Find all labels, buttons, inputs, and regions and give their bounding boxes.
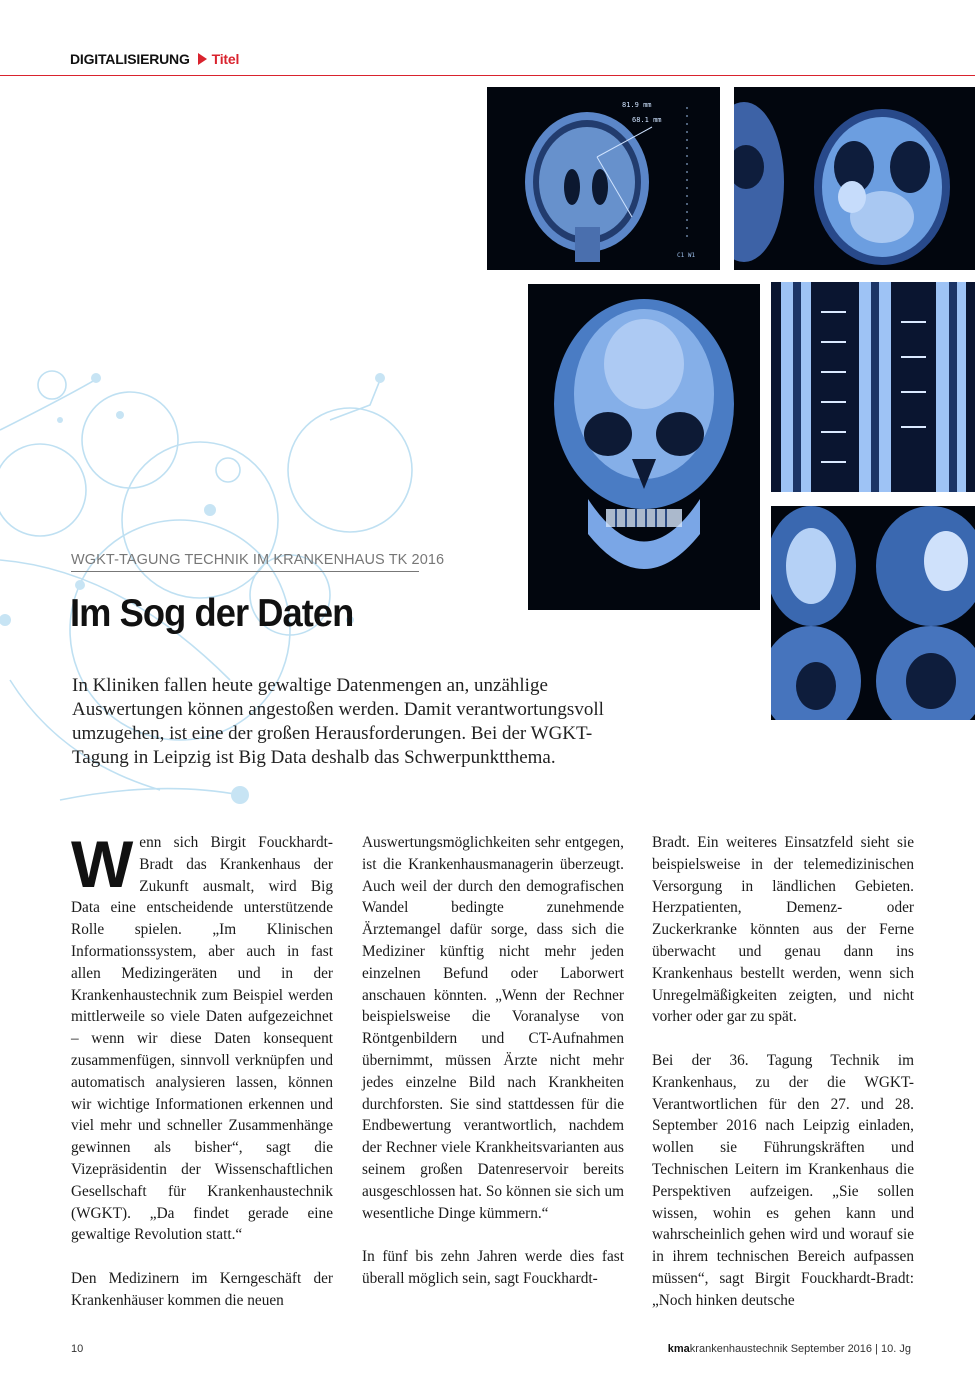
mri-spine-image xyxy=(771,282,975,492)
paragraph: In fünf bis zehn Jahren werde dies fast überall möglich sein, sagt Fouckhardt- xyxy=(362,1248,624,1287)
magazine-name: krankenhaustechnik xyxy=(689,1343,788,1355)
paragraph: Den Medizinern im Kerngeschäft der Krankenhäuser kommen die neuen xyxy=(71,1269,333,1309)
mri-axial-brain-image xyxy=(734,87,975,270)
svg-text:C1 W1: C1 W1 xyxy=(677,252,696,259)
kicker-underline xyxy=(71,571,419,572)
text-column-3 xyxy=(652,832,914,1333)
magazine-footer xyxy=(668,1343,911,1355)
section-label: DIGITALISIERUNG xyxy=(70,51,190,67)
ct-coronal-brain-image xyxy=(487,87,720,270)
paragraph: Bei der 36. Tagung Technik im Krankenhaus, zu der die WGKT-Verantwortlichen für den 27. und 28. September 2016 nach Leipzig einladen, wollen sie Führungskräften und Technischen Leitern im Krankenhaus die Perspektiven aufzeigen. „Sie sollen wissen, wohin es gehen kann und wahrscheinlich gehen wird und worauf sie in ihrem technischen Bereich aufpassen müssen“, sagt Birgit Fouckhardt-Bradt: „Noch hinken deutsche xyxy=(652,1051,914,1309)
paragraph: Auswertungsmöglichkeiten sehr entgegen, ist die Krankenhausmanagerin überzeugt. Auch weil der durch den demografischen Wandel bedingte zunehmende Ärztemangel dafür sorge, dass sich die Mediziner künftig nicht mehr jeden einzelnen Befund oder Laborwert anschauen könnten. „Wenn der Rechner beispielsweise die Voranalyse von Röntgenbildern und CT-Aufnahmen übernimmt, müssen Ärzte nicht mehr jedes einzelne Bild nach Krankheiten durchforsten. Sie sind stattdessen für die Endbewertung verantwortlich, nachdem der Rechner viele Krankheitsvarianten aus seinem großen Datenreservoir bereits ausgeschlossen hat. So können sie sich um wesentliche Dinge kümmern.“ xyxy=(362,834,624,1222)
play-triangle-icon xyxy=(198,53,207,65)
brand-logo: kma xyxy=(667,1343,690,1355)
mri-brain-slices-image xyxy=(771,506,975,720)
svg-text:68.1 mm: 68.1 mm xyxy=(632,116,662,124)
paragraph: Bradt. Ein weiteres Einsatzfeld sieht sie beispielsweise in der telemedizinischen Versorgung in ländlichen Gebieten. Herzpatienten, Demenz- oder Zuckerkranke könnten aus der Ferne überwacht und genau dann ins Krankenhaus bestellt werden, wenn sich Unregelmäßigkeiten zeigten, und nicht vorher oder gar zu spät. xyxy=(652,834,914,1026)
issue-date: September 2016 xyxy=(790,1343,873,1355)
page-number: 10 xyxy=(71,1343,84,1355)
section-header xyxy=(70,51,239,67)
article-title: Im Sog der Daten xyxy=(70,592,354,635)
subsection-label: Titel xyxy=(211,51,240,67)
drop-cap: W xyxy=(71,827,134,901)
article-kicker: WGKT-TAGUNG TECHNIK IM KRANKENHAUS TK 2016 xyxy=(71,552,445,568)
header-rule xyxy=(0,75,975,76)
paragraph: Wenn sich Birgit Fouckhardt-Bradt das Krankenhaus der Zukunft ausmalt, wird Big Data eine entscheidende unterstützende Rolle spielen. „Im Klinischen Informationssystem, aber auch in fast allen Medizingeräten und in der Krankenhaustechnik zum Beispiel werden mittlerweile so viele Daten aufgezeichnet – wenn wir diese Daten konsequent zusammenfügen, sinnvoll verknüpfen und automatisch analysieren lassen, können wir wichtige Informationen erkennen und viel mehr und schneller Zusammenhänge gewinnen als bisher“, sagt die Vizepräsidentin der Wissenschaftlichen Gesellschaft für Krankenhaustechnik (WGKT). „Da findet gerade eine gewaltige Revolution statt.“ xyxy=(71,827,333,1244)
text-column-1 xyxy=(71,827,333,1333)
article-lead: In Kliniken fallen heute gewaltige Datenmengen an, unzählige Auswertungen können angestoßen werden. Damit verantwortungsvoll umzugehen, ist eine der großen Herausforderungen. Bei der WGKT-Tagung in Leipzig ist Big Data deshalb das Schwerpunktthema. xyxy=(72,675,604,768)
skull-xray-image xyxy=(528,284,760,610)
text-column-2 xyxy=(362,832,624,1312)
footer-separator: | xyxy=(875,1343,878,1355)
volume-label: 10. Jg xyxy=(881,1343,911,1355)
svg-text:81.9 mm: 81.9 mm xyxy=(622,101,652,109)
